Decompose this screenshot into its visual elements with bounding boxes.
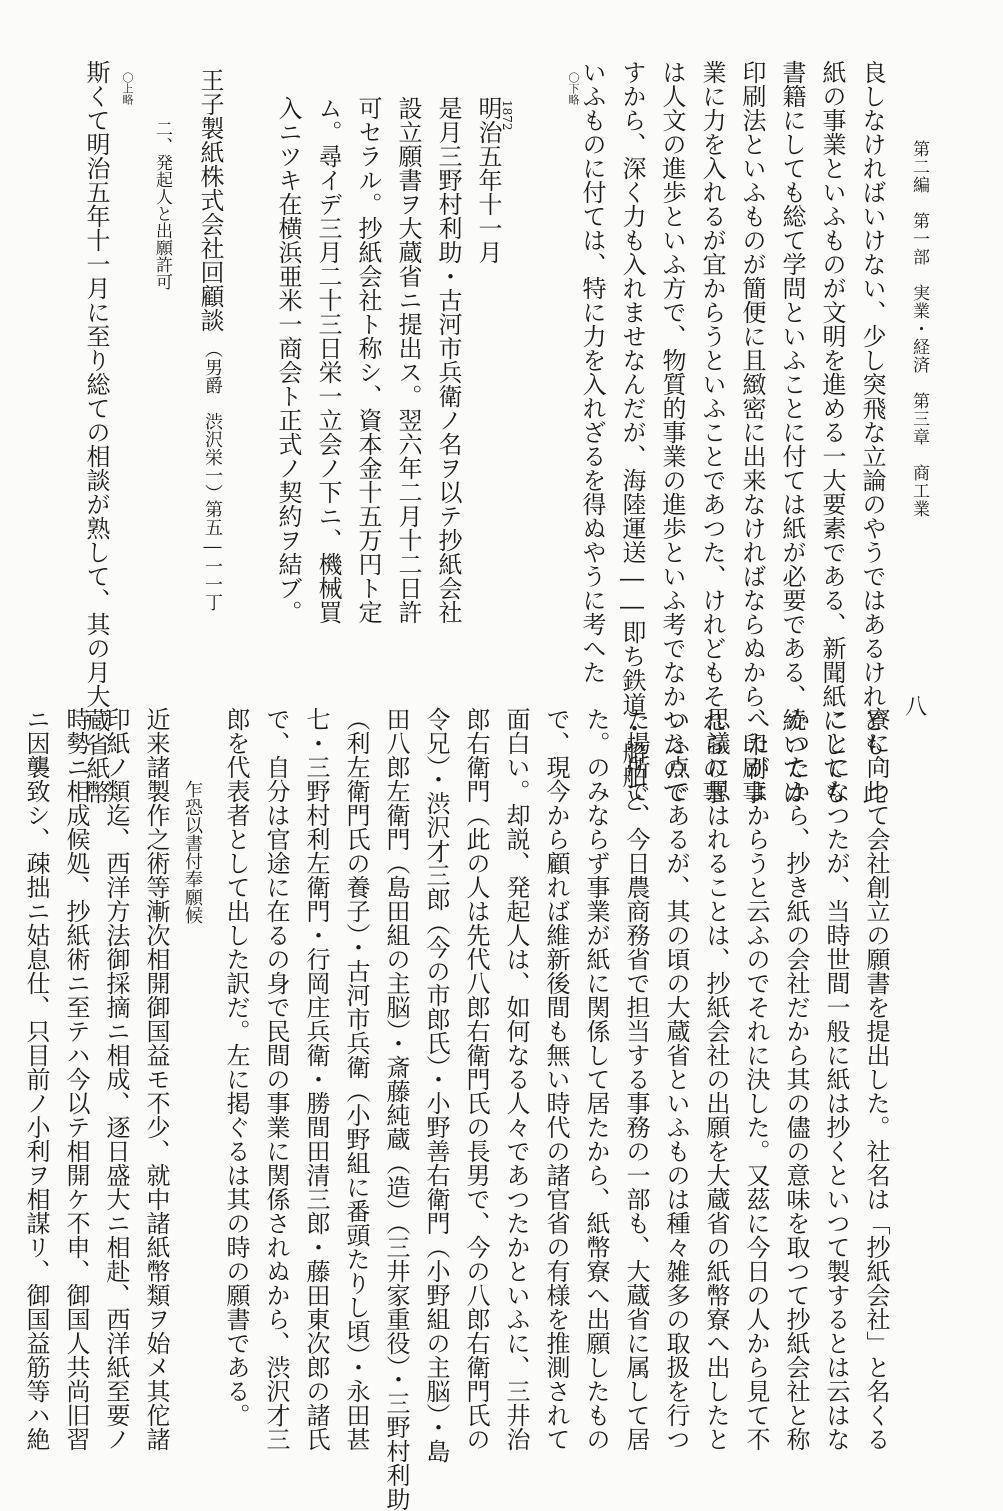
text-line: 印刷法といふものが簡便に且緻密に出来なければならぬから、印刷事 [738, 60, 766, 804]
text-line: で、現今から顧れば維新後間も無い時代の諸官省の有様を推測されて [542, 707, 570, 1451]
text-line: すから、深く力も入れませなんだが、海陸運送――即ち鉄道・船舶と [618, 60, 646, 812]
running-head: 第二編 第一部 実業・経済 第三章 商工業 [909, 140, 929, 518]
page-number: 八 [905, 695, 928, 720]
entry-line: ム。尋イデ三月二十三日栄一立会ノ下ニ、機械買 [314, 96, 342, 624]
entry-line: 入ニツキ在横浜亜米一商会ト正式ノ契約ヲ結ブ。 [274, 96, 302, 624]
text-line: いふ点であるが、其の頃の大蔵省といふものは種々雑多の取扱を行つ [662, 707, 690, 1451]
text-line: へたがよからうと云ふのでそれに決した。又茲に今日の人から見て不 [742, 707, 770, 1451]
text-line: （利左衛門氏の養子）・古河市兵衛（小野組に番頭たりし頃）・永田甚 [342, 707, 370, 1451]
section-heading: 二、発起人と出願許可 [152, 120, 172, 290]
text-line: た。のみならず事業が紙に関係して居たから、紙幣寮へ出願したもの [582, 707, 610, 1451]
text-line: 紙の事業といふものが文明を進める一大要素である、新聞紙にしても [818, 60, 846, 804]
text-line: 寮に向つて会社創立の願書を提出した。社名は「抄紙会社」と名くる [862, 707, 890, 1451]
text-line: 郎を代表者として出した訳だ。左に掲ぐるは其の時の願書である。 [222, 707, 250, 1427]
petition-line: ニ因襲致シ、疎拙ニ姑息仕、只目前ノ小利ヲ相謀リ、御国益筋等ハ絶 [22, 707, 50, 1451]
text-line: 書籍にしても総て学問といふことに付ては紙が必要である、続いては [778, 60, 806, 804]
source-author: （男爵 渋沢栄一） [202, 340, 223, 502]
text-line: は人文の進歩といふ方で、物質的事業の進歩といふ考でなかつたので [658, 60, 686, 804]
omission-mark: 〇上略 [121, 72, 134, 105]
petition-line: 近来諸製作之術等漸次相開御国益モ不少、就中諸紙幣類ヲ始メ其佗諸 [142, 707, 170, 1451]
entry-line: 是月三野村利助・古河市兵衛ノ名ヲ以テ抄紙会社 [434, 96, 462, 624]
entry-line: 設立願書ヲ大蔵省ニ提出ス。翌六年二月十二日許 [394, 96, 422, 624]
text-line: 七・三野村利左衛門・行岡庄兵衛・勝間田清三郎・藤田東次郎の諸氏 [302, 707, 330, 1451]
omission-mark: 〇下略 [567, 72, 580, 105]
text-line: 斯くて明治五年十一月に至り総ての相談が熟して、其の月大蔵省紙幣 [82, 60, 110, 804]
source-title: 王子製紙株式会社回顧談 [196, 68, 224, 332]
entry-date: 明治五年十一月 [474, 96, 502, 264]
text-line: いふものに付ては、特に力を入れざるを得ぬやうに考へた [578, 60, 606, 684]
text-line: 令兄）・渋沢才三郎（今の市郎氏）・小野善右衛門（小野組の主脳）・島 [422, 707, 450, 1463]
text-line: かつたから、抄き紙の会社だから其の儘の意味を取つて抄紙会社と称 [782, 707, 810, 1451]
text-line: た場所で、今日農商務省で担当する事務の一部も、大蔵省に属して居 [622, 707, 650, 1451]
petition-line: 時勢ニ相成候処、抄紙術ニ至テハ今以テ相開ケ不申、御国人共尚旧習 [62, 707, 90, 1451]
text-line: で、自分は官途に在るの身で民間の事業に関係されぬから、渋沢才三 [262, 707, 290, 1451]
text-line: 思議に思はれることは、抄紙会社の出願を大蔵省の紙幣寮へ出したと [702, 707, 730, 1451]
text-line: 業に力を入れるが宜からうといふことであつた、けれどもそれらの事 [698, 60, 726, 804]
text-line: 田八郎左衛門（島田組の主脳）・斎藤純蔵（造）（三井家重役）・三野村利助 [382, 707, 410, 1511]
source-folio: 第五―一一丁 [202, 500, 223, 611]
text-line: 面白い。却説、発起人は、如何なる人々であつたかといふに、三井治 [502, 707, 530, 1451]
entry-line: 可セラル。抄紙会社ト称シ、資本金十五万円ト定 [354, 96, 382, 624]
text-line: ことになつたが、当時世間一般に紙は抄くといつて製するとは云はな [822, 707, 850, 1451]
text-line: 郎右衛門（此の人は先代八郎右衛門氏の長男で、今の八郎右衛門氏の [462, 707, 490, 1451]
petition-heading: 乍恐以書付奉願候 [182, 780, 203, 924]
petition-line: 印紙ノ類迄、西洋方法御採摘ニ相成、逐日盛大ニ相赴、西洋紙至要ノ [102, 707, 130, 1451]
text-line: 良しなければいけない、少し突飛な立論のやうではあるけれども、此 [858, 60, 886, 804]
year-western: 1872 [500, 100, 514, 131]
